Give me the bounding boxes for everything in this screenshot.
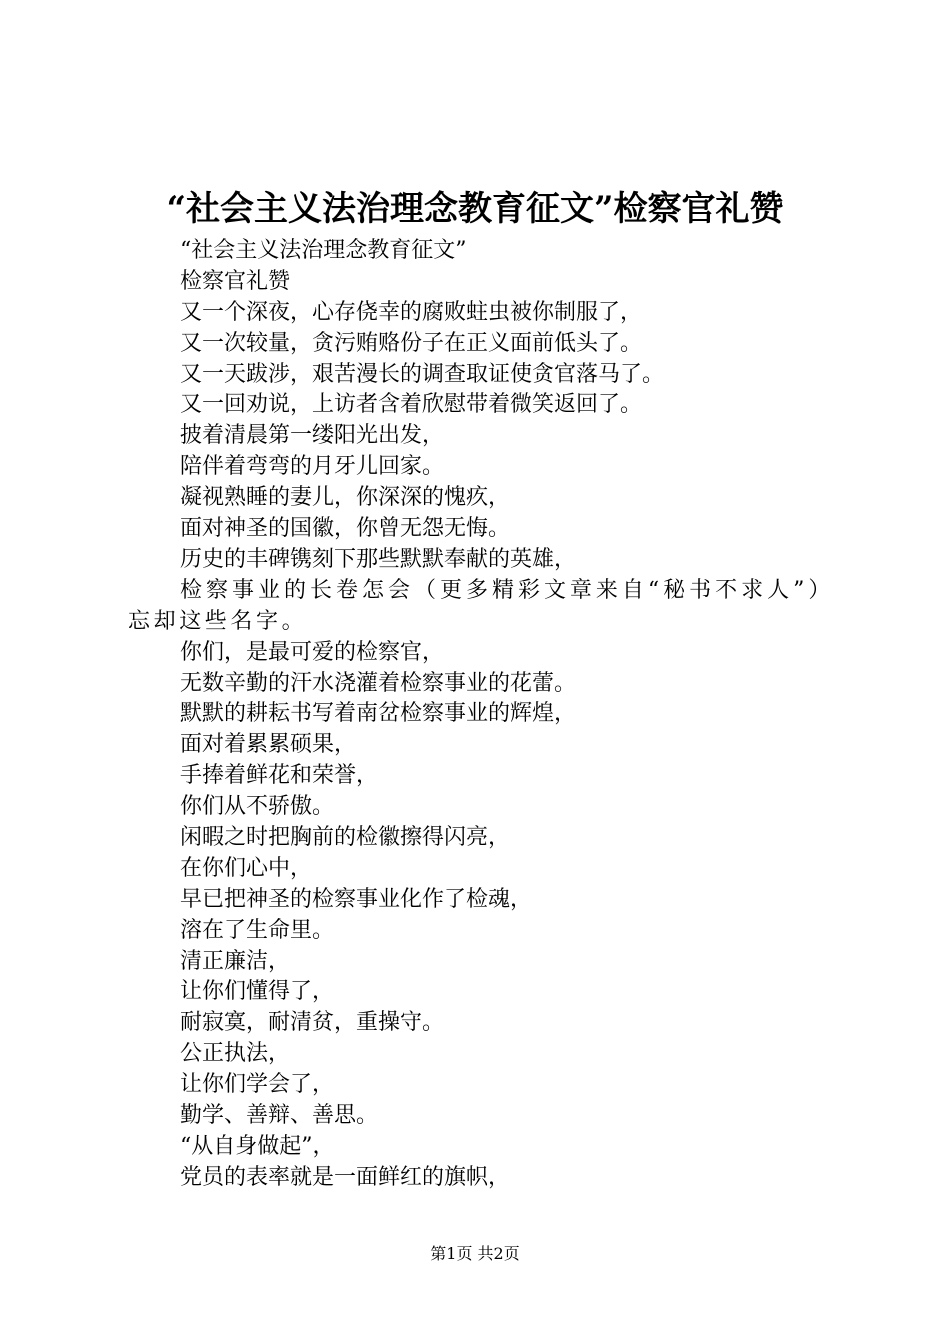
page-footer: 第1页 共2页 <box>430 1244 520 1263</box>
text-line: 让你们学会了， <box>180 1072 335 1098</box>
text-line: 又一次较量，贪污贿赂份子在正义面前低头了。 <box>180 330 643 356</box>
text-line: 溶在了生命里。 <box>180 917 335 943</box>
text-line: 无数辛勤的汗水浇灌着检察事业的花蕾。 <box>180 670 577 696</box>
text-line: “从自身做起”， <box>180 1133 335 1159</box>
text-line: 历史的丰碑镌刻下那些默默奉献的英雄， <box>180 546 577 572</box>
text-line: 面对神圣的国徽，你曾无怨无悔。 <box>180 516 511 542</box>
text-line: 手捧着鲜花和荣誉， <box>180 763 379 789</box>
text-line: 耐寂寞，耐清贫，重操守。 <box>180 1010 445 1036</box>
text-line: 默默的耕耘书写着南岔检察事业的辉煌， <box>180 701 577 727</box>
text-line: 检察官礼赞 <box>180 268 291 294</box>
text-line: “社会主义法治理念教育征文” <box>180 238 467 263</box>
text-line: 又一回劝说，上访者含着欣慰带着微笑返回了。 <box>180 392 643 418</box>
text-line: 让你们懂得了， <box>180 979 335 1005</box>
page-title: “社会主义法治理念教育征文”检察官礼赞 <box>166 189 784 229</box>
text-line: 你们从不骄傲。 <box>180 794 335 820</box>
text-line: 你们，是最可爱的检察官， <box>180 639 445 665</box>
text-line: 早已把神圣的检察事业化作了检魂， <box>180 886 533 912</box>
text-line: 勤学、善辩、善思。 <box>180 1102 379 1128</box>
text-line: 又一天跋涉，艰苦漫长的调查取证使贪官落马了。 <box>180 361 665 387</box>
text-line: 披着清晨第一缕阳光出发， <box>180 423 445 449</box>
text-line: 面对着累累硕果， <box>180 732 357 758</box>
text-line: 凝视熟睡的妻儿，你深深的愧疚， <box>180 485 511 511</box>
text-line: 又一个深夜，心存侥幸的腐败蛀虫被你制服了， <box>180 299 643 325</box>
text-line: 党员的表率就是一面鲜红的旗帜， <box>180 1164 511 1190</box>
text-line: 闲暇之时把胸前的检徽擦得闪亮， <box>180 824 511 850</box>
text-line: 在你们心中， <box>180 855 313 881</box>
wrapped-paragraph: 检察事业的长卷怎会（更多精彩文章来自“秘书不求人”）忘却这些名字。 <box>128 577 834 634</box>
text-line: 公正执法， <box>180 1041 291 1067</box>
document-body <box>128 236 834 1194</box>
text-line: 清正廉洁， <box>180 948 291 974</box>
text-line: 陪伴着弯弯的月牙儿回家。 <box>180 454 445 480</box>
